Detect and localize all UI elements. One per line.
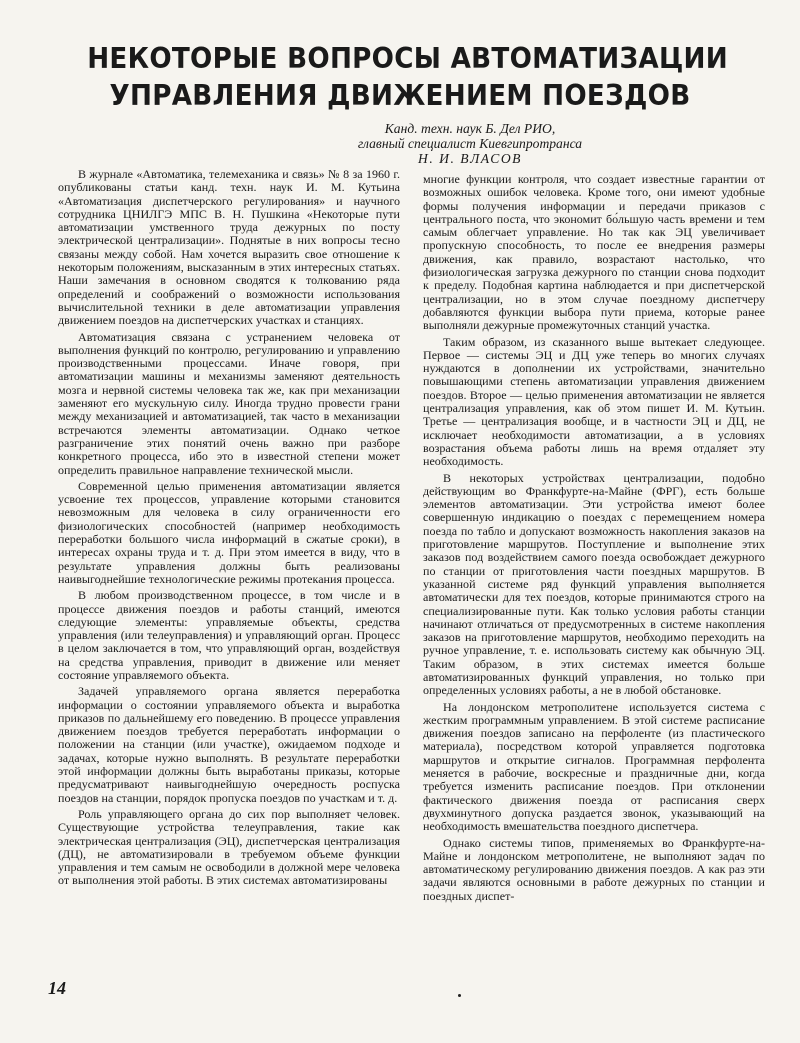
author-1: Канд. техн. наук Б. Дел РИО,: [384, 121, 556, 136]
page-number: 14: [48, 978, 66, 998]
paragraph: В некоторых устройствах централизации, подобно действующим во Франкфурте-на-Майне (ФРГ), есть больше элементов автоматизации. Эти устройства имеют более совершенную индикацию о поездах с перемещением номера поезда по табло и допускают возможность накопления заказов на приготовление маршрутов. Поступление и выполнение этих заказов под воздействием самого поезда освобождает дежурного по станции от приготовления части поездных маршрутов. В указанной системе ряд функций управления выполняется автоматически для тех поездов, которые принимаются строго на специализированные пути. Как только условия работы станции начинают отличаться от предусмотренных в системе накопления заказов на приготовление маршрутов, необходимо переходить на ручное управление, т. е. использовать систему как обычную ЭЦ. Таким образом, в этих системах имеется больше автоматизированных функций управления, но только при определенных условиях работы, а не в любой обстановке.: [423, 470, 765, 698]
print-speck: [458, 994, 461, 997]
author-block: [300, 121, 640, 166]
author-2: Н. И. ВЛАСОВ: [418, 151, 522, 166]
author-1-role: главный специалист Киевгипротранса: [357, 136, 583, 151]
paragraph-continued: многие функции контроля, что создает известные гарантии от возможных ошибок человека. Кроме того, они имеют удобные формы получения информации и передачи приказов с центрального поста, что экономит бо́льшую часть времени и тем самым облегчает управление. Но так как ЭЦ увеличивает пропускную способность, то после ее внедрения размеры движения, как правило, возрастают настолько, что физиологическая загрузка дежурного по станции снова подходит к пределу. Подобная картина наблюдается и при диспетчерской централизации, но в этом случае поездному диспетчеру добавляются функции выбора пути приема, которые ранее выполняли дежурные промежуточных станций участка.: [423, 172, 765, 333]
paragraph: Автоматизация связана с устранением человека от выполнения функций по контролю, регулированию и управлению производственными процессами. Иначе говоря, при автоматизации машины и механизмы заменяют деятельность мозга и нервной системы человека так же, как при механизации заменяют его мускульную силу. Иногда трудно провести грани между механизацией и автоматизацией, так часто в механизации встречаются элементы автоматизации. Однако четкое разграничение этих понятий очень важно при разборе конкретного процесса, ибо это в известной степени может определить правильное направление технической мысли.: [58, 329, 400, 477]
paragraph: Роль управляющего органа до сих пор выполняет человек. Существующие устройства телеуправления, такие как электрическая централизация (ЭЦ), диспетчерская централизация (ДЦ), не автоматизировали в требуемом объеме функции управления и тем самым не освободили в должной мере человека от выполнения этой работы. В этих системах автоматизированы: [58, 806, 400, 888]
article-title: [87, 40, 728, 114]
left-column: [58, 168, 400, 891]
title-line-1: НЕКОТОРЫЕ ВОПРОСЫ АВТОМАТИЗАЦИИ: [87, 42, 728, 75]
paragraph: В журнале «Автоматика, телемеханика и связь» № 8 за 1960 г. опубликованы статьи канд. техн. наук И. М. Кутьина «Автоматизация диспетчерского регулирования» и научного сотрудника ЦНИЛГЭ МПС В. Н. Пушкина «Некоторые пути автоматизации умственного труда дежурных по посту электрической централизации». Поднятые в них вопросы тесно связаны между собой. Нам хочется выразить свое отношение к некоторым положениям, высказанным в этих интересных статьях. Наши замечания в основном сводятся к толкованию ряда определений и соображений о возможности использования вычислительной техники в деле автоматизации управления движением поездов на диспетчерских участках и станциях.: [58, 167, 400, 328]
paragraph: Однако системы типов, применяемых во Франкфурте-на-Майне и лондонском метрополитене, не выполняют задач по автоматическому регулированию движения поездов. А как раз эти задачи являются основными в работе дежурных по станции и поездных диспет-: [423, 835, 765, 903]
paragraph: Современной целью применения автоматизации является усвоение тех процессов, управление которыми становится невозможным для человека в силу ограниченности его физиологических способностей (например необходимость переработки большого числа информаций в сжатые сроки), в интересах охраны труда и т. д. При этом имеется в виду, что в результате управления должны быть реализованы наивыгоднейшие технологические режимы протекания процесса.: [58, 478, 400, 586]
paragraph: На лондонском метрополитене используется система с жестким программным управлением. В этой системе расписание движения поездов записано на перфоленте (из пластического материала), посредством которой управляется подготовка маршрутов и открытие сигналов. Программная перфолента меняется в рабочие, воскресные и праздничные дни, когда требуется изменить расписание поездов. При отклонении фактического движения поезда от расписания сверх двухминутного допуска раздается звонок, указывающий на необходимость вмешательства поездного диспетчера.: [423, 699, 765, 834]
paragraph: В любом производственном процессе, в том числе и в процессе движения поездов и работы станций, имеются следующие элементы: управляемые объекты, средства управления (или телеуправления) и управляющий орган. Процесс в целом заключается в том, что управляющий орган, воздействуя на средства управления, приводит в движение или меняет состояние управляемого объекта.: [58, 588, 400, 682]
title-line-2: УПРАВЛЕНИЯ ДВИЖЕНИЕМ ПОЕЗДОВ: [109, 79, 691, 112]
paragraph: Задачей управляемого органа является переработка информации о состоянии управляемого объекта и выработка приказов по дальнейшему его поведению. В процессе управления движением поездов требуется переработать информации о положении на станции (или участке), ожидаемом подходе и задачах, которые нужно выполнять. В результате переработки этой информации должны быть выработаны приказы, которые предусматривают наивыгоднейшую очередность роспуска поездов на станции, порядок пропуска поездов по участкам и т. д.: [58, 684, 400, 805]
right-column: [423, 173, 765, 906]
paragraph: Таким образом, из сказанного выше вытекает следующее. Первое — системы ЭЦ и ДЦ уже теперь во многих случаях нуждаются в дополнении их устройствами, значительно повышающими степень автоматизации управления движением поездов. Второе — целью применения автоматизации не является централизация управления, как об этом пишет И. М. Кутьин. Третье — централизация вообще, и в частности ЭЦ и ДЦ, не исключает необходимости автоматизации, а в условиях возрастания объема работы лишь на время отдаляет эту необходимость.: [423, 334, 765, 469]
